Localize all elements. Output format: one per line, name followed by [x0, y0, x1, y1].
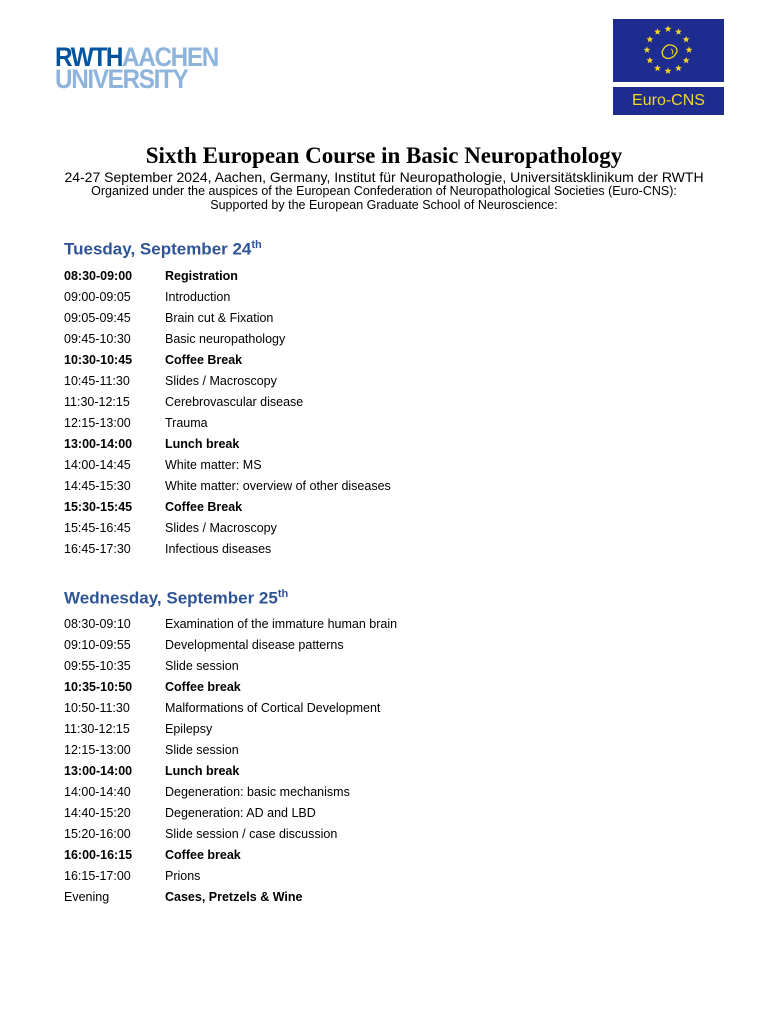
- event-details: 24-27 September 2024, Aachen, Germany, Institut für Neuropathologie, Universitätsklinikum der RWTH: [64, 169, 704, 185]
- rwth-logo-text-aachen: AACHEN: [122, 42, 218, 72]
- session-time: 15:45-16:45: [64, 521, 131, 535]
- schedule-row: [64, 720, 584, 741]
- session-title: Prions: [165, 869, 201, 883]
- session-title: Degeneration: AD and LBD: [165, 806, 316, 820]
- schedule-row: [64, 456, 584, 477]
- schedule-row: [64, 414, 584, 435]
- session-title: Slide session: [165, 743, 239, 757]
- session-time: 09:45-10:30: [64, 332, 131, 346]
- eu-star-icon: [644, 46, 651, 53]
- euro-cns-flag-icon: [613, 19, 724, 82]
- session-title: Basic neuropathology: [165, 332, 286, 346]
- session-title: Cerebrovascular disease: [165, 395, 304, 409]
- support-note: Supported by the European Graduate School of Neuroscience:: [210, 198, 558, 212]
- eu-star-icon: [646, 57, 653, 64]
- schedule-row: [64, 498, 584, 519]
- session-time: 16:00-16:15: [64, 848, 133, 862]
- schedule-row: [64, 636, 584, 657]
- session-title: Brain cut & Fixation: [165, 311, 274, 325]
- session-title: White matter: overview of other diseases: [165, 479, 391, 493]
- schedule-wednesday: [64, 615, 584, 909]
- session-time: 08:30-09:10: [64, 617, 131, 631]
- rwth-logo-text-university: UNIVERSITY: [55, 64, 188, 94]
- eu-star-icon: [646, 36, 653, 43]
- schedule-row: [64, 351, 584, 372]
- rwth-aachen-logo: [55, 42, 240, 94]
- session-title: Coffee Break: [165, 500, 243, 514]
- session-time: 14:40-15:20: [64, 806, 131, 820]
- session-time: 12:15-13:00: [64, 743, 131, 757]
- schedule-tuesday: [64, 267, 584, 561]
- schedule-row: [64, 267, 584, 288]
- session-time: 10:35-10:50: [64, 680, 133, 694]
- schedule-row: [64, 372, 584, 393]
- session-title: Slide session / case discussion: [165, 827, 338, 841]
- schedule-row: [64, 741, 584, 762]
- schedule-row: [64, 888, 584, 909]
- session-time: 09:00-09:05: [64, 290, 131, 304]
- session-time: 15:30-15:45: [64, 500, 133, 514]
- schedule-row: [64, 762, 584, 783]
- day-heading-text: Wednesday, September 25: [64, 588, 278, 608]
- schedule-row: [64, 435, 584, 456]
- schedule-row: [64, 393, 584, 414]
- session-title: Lunch break: [165, 437, 240, 451]
- page-title: Sixth European Course in Basic Neuropathology: [145, 143, 623, 168]
- day-heading-tuesday: [64, 239, 262, 260]
- session-time: 14:45-15:30: [64, 479, 131, 493]
- session-time: 16:45-17:30: [64, 542, 131, 556]
- session-title: Coffee break: [165, 848, 241, 862]
- session-time: 09:05-09:45: [64, 311, 131, 325]
- schedule-row: [64, 657, 584, 678]
- eu-star-icon: [675, 28, 682, 35]
- session-title: Epilepsy: [165, 722, 213, 736]
- schedule-row: [64, 288, 584, 309]
- schedule-row: [64, 615, 584, 636]
- session-time: 14:00-14:40: [64, 785, 131, 799]
- session-title: Slides / Macroscopy: [165, 521, 277, 535]
- day-heading-wednesday: [64, 588, 288, 609]
- eu-star-icon: [675, 65, 682, 72]
- session-title: Lunch break: [165, 764, 240, 778]
- session-time: 10:30-10:45: [64, 353, 133, 367]
- session-title: Infectious diseases: [165, 542, 272, 556]
- session-time: 15:20-16:00: [64, 827, 131, 841]
- session-time: 14:00-14:45: [64, 458, 131, 472]
- session-title: Trauma: [165, 416, 208, 430]
- eu-star-icon: [654, 65, 661, 72]
- session-title: Slides / Macroscopy: [165, 374, 277, 388]
- session-time: 09:55-10:35: [64, 659, 131, 673]
- session-time: 13:00-14:00: [64, 437, 133, 451]
- session-title: Introduction: [165, 290, 231, 304]
- organizer-note: Organized under the auspices of the European Confederation of Neuropathological Societies (Euro-CNS):: [91, 184, 677, 198]
- schedule-row: [64, 309, 584, 330]
- session-title: Registration: [165, 269, 238, 283]
- session-time: 09:10-09:55: [64, 638, 131, 652]
- session-title: Coffee Break: [165, 353, 243, 367]
- eu-star-icon: [686, 46, 693, 53]
- eu-star-icon: [665, 67, 672, 74]
- eu-star-icon: [683, 57, 690, 64]
- schedule-row: [64, 540, 584, 561]
- session-time: 10:45-11:30: [64, 374, 130, 388]
- schedule-row: [64, 477, 584, 498]
- session-time: 16:15-17:00: [64, 869, 131, 883]
- schedule-row: [64, 804, 584, 825]
- schedule-row: [64, 846, 584, 867]
- euro-cns-label: Euro-CNS: [613, 87, 724, 115]
- session-title: Cases, Pretzels & Wine: [165, 890, 303, 904]
- schedule-row: [64, 330, 584, 351]
- session-time: 13:00-14:00: [64, 764, 133, 778]
- euro-cns-logo: [613, 19, 724, 115]
- session-title: Coffee break: [165, 680, 241, 694]
- rwth-logo-text-rwth: RWTH: [55, 42, 123, 72]
- session-title: White matter: MS: [165, 458, 262, 472]
- session-time: 11:30-12:15: [64, 722, 130, 736]
- day-heading-text: Tuesday, September 24: [64, 239, 252, 259]
- session-title: Developmental disease patterns: [165, 638, 344, 652]
- schedule-row: [64, 699, 584, 720]
- session-title: Degeneration: basic mechanisms: [165, 785, 350, 799]
- session-time: 08:30-09:00: [64, 269, 133, 283]
- session-title: Slide session: [165, 659, 239, 673]
- session-time: 11:30-12:15: [64, 395, 130, 409]
- session-time: 10:50-11:30: [64, 701, 130, 715]
- day-heading-suffix: th: [277, 588, 289, 600]
- session-time: 12:15-13:00: [64, 416, 131, 430]
- day-heading-suffix: th: [251, 239, 262, 251]
- schedule-row: [64, 867, 584, 888]
- schedule-row: [64, 519, 584, 540]
- schedule-row: [64, 678, 584, 699]
- schedule-row: [64, 783, 584, 804]
- session-title: Examination of the immature human brain: [165, 617, 398, 631]
- eu-star-icon: [654, 28, 661, 35]
- schedule-row: [64, 825, 584, 846]
- session-title: Malformations of Cortical Development: [165, 701, 381, 715]
- eu-star-icon: [683, 36, 690, 43]
- session-time: Evening: [64, 890, 110, 904]
- eu-star-icon: [665, 25, 672, 32]
